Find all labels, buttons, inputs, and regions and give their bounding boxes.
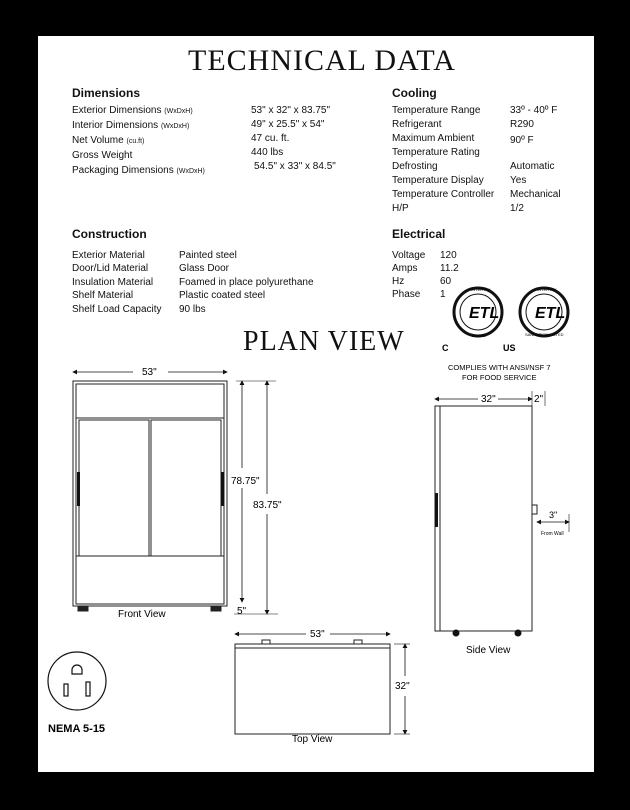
us-mark: US (503, 343, 516, 353)
intertek-text-right: INTERTEK (537, 287, 557, 292)
front-total-height-label: 83.75" (253, 500, 282, 511)
elec-value: 120 (440, 250, 457, 261)
cool-value: Automatic (510, 161, 555, 172)
cool-label: H/P (392, 203, 409, 214)
con-value: Painted steel (179, 250, 237, 261)
intertek-text-left: INTERTEK (471, 287, 491, 292)
nema-plug-icon (48, 652, 106, 710)
con-value: Foamed in place polyurethane (179, 276, 314, 288)
cool-value: Mechanical (510, 189, 561, 200)
cool-label: Temperature Rating (392, 147, 480, 158)
electrical-heading: Electrical (392, 227, 446, 241)
cool-label: Defrosting (392, 161, 438, 172)
cool-label: Maximum Ambient (392, 133, 475, 144)
front-inner-height-label: 78.75" (231, 476, 260, 487)
dim-row: Gross Weight (72, 150, 133, 161)
cool-value: 90º F (510, 135, 534, 146)
dim-row: Interior Dimensions (WxDxH) (72, 120, 190, 131)
front-view-drawing (73, 381, 227, 611)
dim-row: Exterior Dimensions (WxDxH) (72, 105, 193, 116)
top-depth-label: 32" (395, 681, 410, 692)
side-handle-depth-label: 2" (534, 394, 544, 405)
con-value: Glass Door (179, 263, 230, 275)
cool-value: 1/2 (510, 203, 524, 214)
plan-view-title: PLAN VIEW (243, 326, 405, 357)
side-depth-label: 32" (481, 394, 496, 405)
con-label: Insulation Material (72, 276, 154, 288)
etl-text-left: ETL (469, 305, 500, 322)
cool-label: Temperature Display (392, 175, 484, 186)
dim-value: 440 lbs (251, 147, 284, 158)
con-label: Door/Lid Material (72, 263, 149, 275)
leg-height-label: 5" (237, 606, 247, 617)
top-width-label: 53" (310, 629, 325, 640)
side-view-drawing (435, 406, 537, 631)
dim-row: Net Volume (cu.ft) (72, 135, 145, 146)
cooling-heading: Cooling (392, 86, 437, 100)
etl-text-right: ETL (535, 305, 566, 322)
c-mark: C (442, 343, 449, 353)
side-wheel-right (515, 630, 522, 637)
con-label: Shelf Material (72, 290, 134, 302)
top-view-caption: Top View (292, 734, 333, 745)
front-width-label: 53" (142, 367, 157, 378)
cool-value: 33º - 40º F (510, 105, 558, 116)
page-title: TECHNICAL DATA (188, 44, 456, 77)
listed-text: LISTED (472, 333, 487, 338)
sanitation-text: SANITATION LISTED (525, 332, 564, 337)
dim-row: Packaging Dimensions (WxDxH) (72, 165, 205, 176)
spec-sheet (38, 36, 594, 772)
compliance-line-1: COMPLIES WITH ANSI/NSF 7 (448, 363, 551, 372)
con-label: Shelf Load Capacity (72, 303, 162, 315)
side-wheel-left (453, 630, 460, 637)
drawings (38, 36, 594, 772)
elec-label: Voltage (392, 250, 426, 261)
con-value: 90 lbs (179, 303, 206, 315)
elec-label: Phase (392, 289, 421, 300)
cool-label: Temperature Controller (392, 189, 495, 200)
dim-value: 47 cu. ft. (251, 133, 290, 144)
wall-clearance-note: From Wall (541, 531, 564, 537)
cool-value: R290 (510, 119, 534, 130)
front-handle-left (77, 472, 80, 506)
wall-clearance-label: 3" (549, 510, 558, 520)
elec-value: 1 (440, 289, 446, 300)
compliance-line-2: FOR FOOD SERVICE (462, 373, 537, 382)
dimensions-heading: Dimensions (72, 86, 141, 100)
elec-value: 60 (440, 276, 452, 287)
front-view-caption: Front View (118, 609, 166, 620)
dim-value: 54.5" x 33" x 84.5" (254, 161, 336, 172)
front-handle-right (221, 472, 224, 506)
top-view-drawing (235, 640, 390, 734)
dim-value: 49" x 25.5" x 54" (251, 119, 325, 130)
elec-label: Amps (392, 263, 418, 274)
dim-value: 53" x 32" x 83.75" (251, 105, 331, 116)
elec-label: Hz (392, 276, 405, 287)
nema-label: NEMA 5-15 (48, 723, 106, 735)
side-handle (435, 493, 438, 527)
cool-label: Refrigerant (392, 119, 442, 130)
side-view-caption: Side View (466, 645, 511, 656)
elec-value: 11.2 (440, 263, 459, 274)
cool-label: Temperature Range (392, 105, 481, 116)
con-label: Exterior Material (72, 250, 145, 261)
con-value: Plastic coated steel (179, 290, 266, 302)
construction-heading: Construction (72, 227, 147, 241)
cool-value: Yes (510, 175, 527, 186)
